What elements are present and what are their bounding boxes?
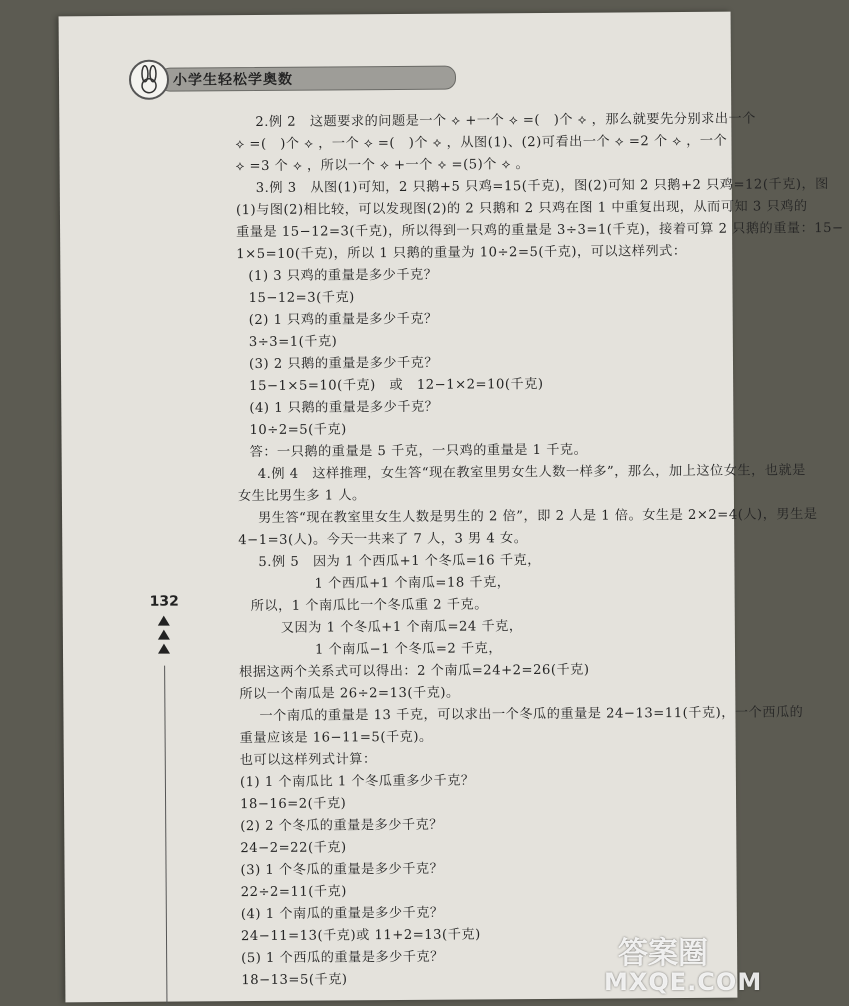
text-line: 重量应该是 16−11=5(千克)。 [239, 729, 433, 747]
text-line: (4) 1 个南瓜的重量是多少千克？ [240, 905, 444, 923]
text-line: 24−2=22(千克) [240, 840, 347, 857]
text-line: 1 个南瓜−1 个冬瓜=2 千克， [314, 641, 503, 658]
text-line: 24−11=13(千克)或 11+2=13(千克) [240, 927, 481, 945]
text-line: 3÷3=1(千克) [248, 334, 338, 351]
text-line: 又因为 1 个冬瓜+1 个南瓜=24 千克， [280, 619, 523, 636]
watermark-logo-text: 答案圈 [618, 936, 708, 971]
text-line: 15−1×5=10(千克) 或 12−1×2=10(千克) [249, 376, 544, 395]
page-header [129, 58, 459, 98]
text-line: (1) 3 只鸡的重量是多少千克？ [248, 267, 438, 285]
text-line: 1 个西瓜+1 个南瓜=18 千克， [314, 575, 511, 592]
rabbit-logo-icon [129, 60, 169, 100]
text-line: 1×5=10(千克)，所以 1 只鹅的重量为 10÷2=5(千克)，可以这样列式： [236, 243, 687, 263]
text-line: 也可以这样列式计算： [239, 752, 377, 769]
margin-rule [164, 666, 167, 1006]
book-page [59, 12, 844, 1003]
triangle-marker-icon [158, 630, 170, 640]
text-line: 重量是 15−12=3(千克)，所以得到一只鸡的重量是 3÷3=1(千克)，接着可算 2 只鹅的重量：15− [236, 220, 844, 241]
triangle-marker-icon [158, 616, 170, 626]
text-line: (4) 1 只鹅的重量是多少千克？ [249, 399, 439, 417]
text-line: (1) 1 个南瓜比 1 个冬瓜重多少千克？ [239, 773, 475, 791]
watermark-domain: MXQE.COM [604, 968, 763, 996]
text-line: 5.例 5 因为 1 个西瓜+1 个冬瓜=16 千克， [258, 553, 541, 570]
text-line: 18−16=2(千克) [240, 796, 347, 813]
book-title: 小学生轻松学奥数 [172, 71, 294, 89]
text-line: (1)与图(2)相比较，可以发现图(2)的 2 只鹅和 2 只鸡在图 1 中重复出现，从而可知 3 只鸡的 [235, 199, 808, 219]
site-watermark [600, 928, 763, 1000]
text-line: ⟡ =3 个 ⟡ ，所以一个 ⟡ +一个 ⟡ =(5)个 ⟡ 。 [235, 157, 530, 175]
text-line: (2) 1 只鸡的重量是多少千克？ [248, 311, 438, 329]
text-line: 22÷2=11(千克) [240, 884, 347, 901]
text-line: (2) 2 个冬瓜的重量是多少千克？ [240, 817, 443, 835]
text-line: 根据这两个关系式可以得出：2 个南瓜=24+2=26(千克) [239, 662, 590, 681]
text-line: 男生答“现在教室里女生人数是男生的 2 倍”，即 2 人是 1 倍。女生是 2×2=4(人)，男生是 [258, 507, 818, 526]
text-line: (3) 1 个冬瓜的重量是多少千克？ [240, 861, 444, 879]
text-line: 女生比男生多 1 人。 [237, 488, 366, 505]
text-line: 一个南瓜的重量是 13 千克，可以求出一个冬瓜的重量是 24−13=11(千克)，一个西瓜的 [259, 705, 804, 724]
text-line: 15−12=3(千克) [248, 290, 355, 307]
text-line: (5) 1 个西瓜的重量是多少千克？ [241, 949, 444, 967]
page-number: 132 [149, 593, 179, 610]
triangle-marker-icon [158, 644, 170, 654]
text-line: 10÷2=5(千克) [249, 422, 347, 439]
text-line: 3.例 3 从图(1)可知，2 只鹅+5 只鸡=15(千克)，图(2)可知 2 只鹅+2 只鸡=12(千克)，图 [255, 176, 829, 196]
text-line: (3) 2 只鹅的重量是多少千克？ [248, 355, 439, 373]
text-line: 答：一只鹅的重量是 5 千克，一只鸡的重量是 1 千克。 [249, 442, 588, 461]
text-line: ⟡ =( )个 ⟡ ，一个 ⟡ =( )个 ⟡ ，从图(1)、(2)可看出一个 ⟡ =2 个 ⟡ ，一个 [235, 133, 728, 153]
text-line: 2.例 2 这题要求的问题是一个 ⟡ +一个 ⟡ =( )个 ⟡ ，那么就要先分别求出一个 [255, 111, 756, 130]
text-line: 18−13=5(千克) [241, 972, 348, 989]
text-line: 所以，1 个南瓜比一个冬瓜重 2 千克。 [250, 597, 488, 615]
text-line: 4−1=3(人)。今天一共来了 7 人，3 男 4 女。 [238, 531, 528, 549]
text-line: 所以一个南瓜是 26÷2=13(千克)。 [239, 685, 460, 703]
page-markers [158, 616, 172, 658]
text-line: 4.例 4 这样推理，女生答“现在教室里男女生人数一样多”，那么，加上这位女生，也就是 [257, 463, 806, 482]
